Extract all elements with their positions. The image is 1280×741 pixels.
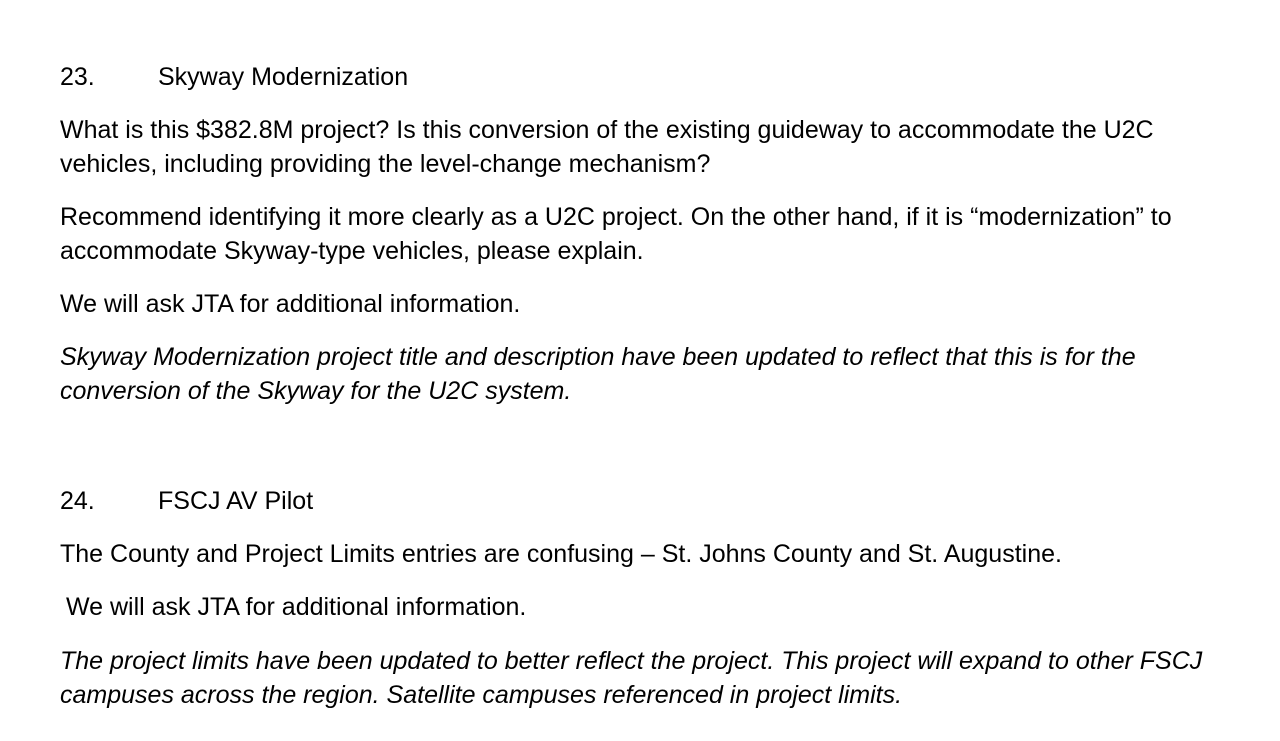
section-24-followup: We will ask JTA for additional information.	[66, 593, 527, 621]
section-23-heading	[60, 60, 408, 94]
section-24-heading	[60, 484, 313, 518]
section-24-question: The County and Project Limits entries are confusing – St. Johns County and St. Augustine.	[60, 540, 1062, 568]
section-24-title: FSCJ AV Pilot	[158, 487, 314, 515]
section-23-title: Skyway Modernization	[158, 63, 409, 91]
section-23-number: 23.	[60, 63, 95, 91]
section-23-response: Skyway Modernization project title and description have been updated to reflect that this is for the conversion of the Skyway for the U2C system.	[60, 343, 1136, 405]
section-24-number: 24.	[60, 487, 95, 515]
section-23-question: What is this $382.8M project? Is this conversion of the existing guideway to accommodate the U2C vehicles, including providing the level-change mechanism?	[60, 116, 1154, 178]
section-23-recommendation: Recommend identifying it more clearly as a U2C project. On the other hand, if it is “modernization” to accommodate Skyway-type vehicles, please explain.	[60, 203, 1172, 265]
section-23-followup: We will ask JTA for additional information.	[60, 290, 521, 318]
section-24-response: The project limits have been updated to better reflect the project. This project will expand to other FSCJ campuses across the region. Satellite campuses referenced in project limits.	[60, 647, 1203, 709]
